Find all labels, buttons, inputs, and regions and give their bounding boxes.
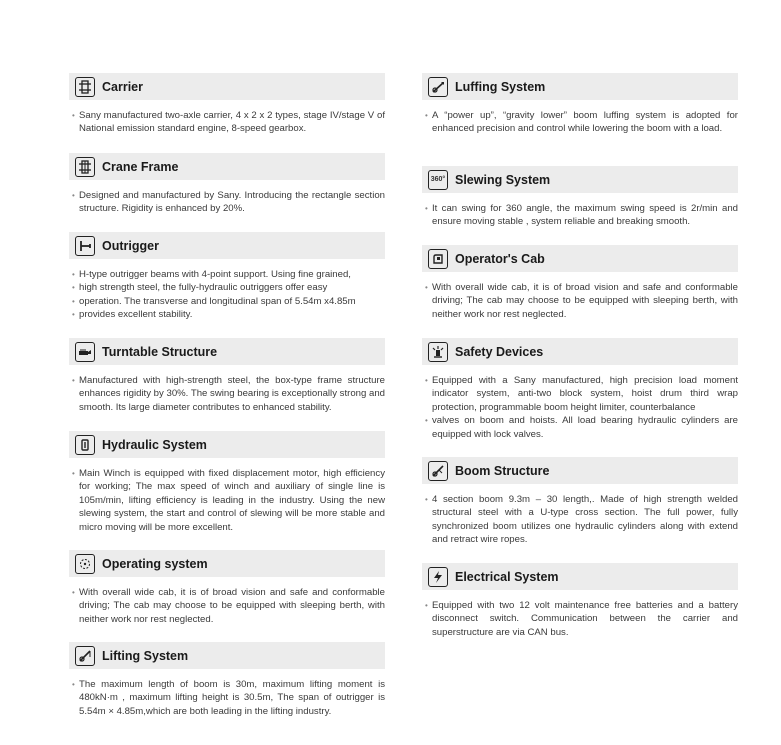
section-safety-devices [422,338,738,457]
section-header [422,166,738,193]
section-title: Carrier [102,79,143,94]
section-crane-frame [69,153,385,232]
section-title: Hydraulic System [102,437,207,452]
section-text: • The maximum length of boom is 30m, maximum lifting moment is 480kN·m , maximum lifting height is 30.5m, The span of outrigger is 5.54m × 4.85m,which are both leading in the lifting industry. [72,678,385,718]
section-operating-system [69,550,385,642]
section-text: • Main Winch is equipped with fixed displacement motor, high efficiency for working; The max speed of winch and auxiliary of single line is 105m/min, lifting efficiency is leading in the industry. Using the new slewing system, the start and control of slewing will be more stable and micro moving will be more excellent. [72,467,385,534]
section-header [422,73,738,100]
section-text: • H-type outrigger beams with 4-point support. Using fine grained, [72,268,385,281]
section-text: • high strength steel, the fully-hydraulic outriggers offer easy [72,281,385,294]
section-text: • Equipped with two 12 volt maintenance free batteries and a battery disconnect switch. Communication between the carrier and superstructure are via CAN bus. [425,599,738,639]
section-text: • With overall wide cab, it is of broad vision and safe and conformable driving; The cab may choose to be equipped with sleeping berth, with neither work nor rest neglected. [72,586,385,626]
section-text: • valves on boom and hoists. All load bearing hydraulic cylinders are equipped with lock valves. [425,414,738,441]
section-text: • A “power up”, “gravity lower” boom luffing system is adopted for enhanced precision and control while lowering the boom with a load. [425,109,738,136]
outrigger-icon [75,236,95,256]
hydraulic-icon [75,435,95,455]
section-header [422,457,738,484]
section-header [422,338,738,365]
slewing-360-icon: 360° [428,170,448,190]
section-turntable-structure [69,338,385,431]
operating-system-icon [75,554,95,574]
left-column [69,73,385,718]
section-title: Outrigger [102,238,159,253]
section-electrical-system [422,563,738,639]
section-title: Electrical System [455,569,559,584]
section-text: • Designed and manufactured by Sany. Introducing the rectangle section structure. Rigidity is enhanced by 20%. [72,189,385,216]
boom-icon [428,461,448,481]
section-title: Lifting System [102,648,189,663]
section-text: • It can swing for 360 angle, the maximum swing speed is 2r/min and ensure moving stable , system reliable and breaking smooth. [425,202,738,229]
section-luffing-system [422,73,738,166]
luffing-icon [428,77,448,97]
safety-icon [428,342,448,362]
section-lifting-system [69,642,385,718]
section-text: • 4 section boom 9.3m – 30 length,. Made of high strength welded structural steel with a U-type cross section. The full power, fully synchronized boom utilizes one hydraulic cylinders along with extend and retract wire ropes. [425,493,738,547]
carrier-icon [75,77,95,97]
section-title: Safety Devices [455,344,544,359]
section-header [69,431,385,458]
section-hydraulic-system [69,431,385,550]
section-text: • Manufactured with high-strength steel, the box-type frame structure enhances rigidity by 30%. The swing bearing is exceptionally strong and smooth. Its large diameter contributes to enhanced stability. [72,374,385,414]
section-text: • With overall wide cab, it is of broad vision and safe and conformable driving; The cab may choose to be equipped with sleeping berth, with neither work nor rest neglected. [425,281,738,321]
section-text: • operation. The transverse and longitudinal span of 5.54m x4.85m [72,295,385,308]
section-text: • Equipped with a Sany manufactured, high precision load moment indicator system, anti-two block system, hoist drum third wrap protection, programmable boom height limiter, counterbalance [425,374,738,414]
section-header [69,73,385,100]
turntable-icon [75,342,95,362]
section-header [69,338,385,365]
section-title: Luffing System [455,79,546,94]
crane-frame-icon [75,157,95,177]
section-header [69,232,385,259]
section-header [422,563,738,590]
section-header [422,245,738,272]
section-title: Crane Frame [102,159,179,174]
cab-icon [428,249,448,269]
right-column [422,73,738,639]
section-operators-cab [422,245,738,338]
section-title: Boom Structure [455,463,550,478]
section-boom-structure [422,457,738,563]
section-title: Operator's Cab [455,251,545,266]
electrical-icon [428,567,448,587]
section-title: Slewing System [455,172,551,187]
section-title: Turntable Structure [102,344,218,359]
section-text: • Sany manufactured two-axle carrier, 4 x 2 x 2 types, stage IV/stage V of National emission standard engine, 8-speed gearbox. [72,109,385,136]
section-text: • provides excellent stability. [72,308,385,321]
section-outrigger [69,232,385,338]
section-header [69,153,385,180]
section-slewing-system [422,166,738,245]
section-header [69,642,385,669]
section-header [69,550,385,577]
section-title: Operating system [102,556,208,571]
lifting-icon [75,646,95,666]
section-carrier [69,73,385,153]
